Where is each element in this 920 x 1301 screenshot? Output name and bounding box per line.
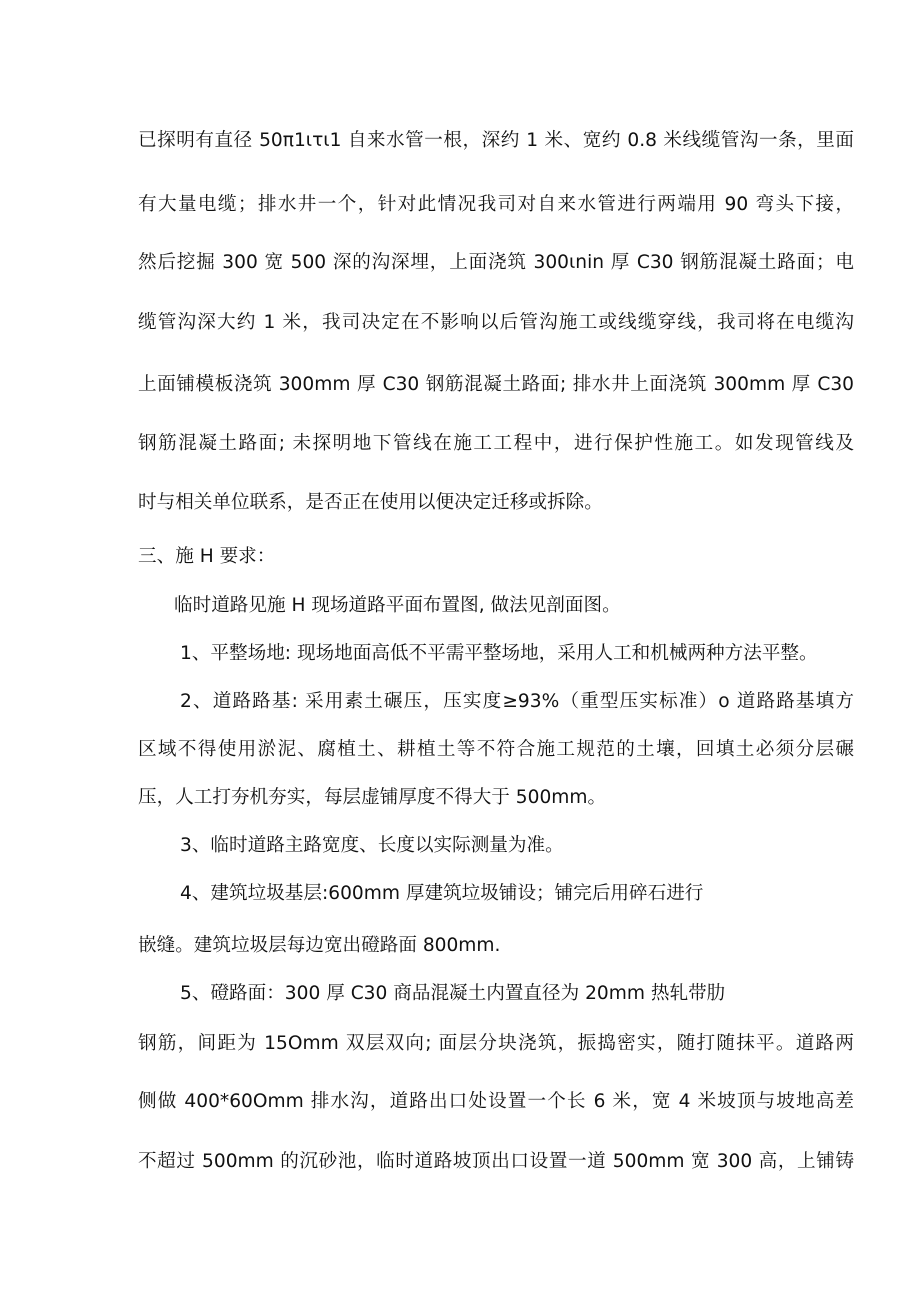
paragraph-line: 临时道路见施 H 现场道路平面布置图, 做法见剖面图。 [174,595,621,616]
list-item: 4、建筑垃圾基层:600mm 厚建筑垃圾铺设；铺完后用碎石进行 [180,883,704,904]
section-heading: 三、施 H 要求： [138,546,276,567]
paragraph-line: 压，人工打夯机夯实，每层虚铺厚度不得大于 500mm。 [138,787,607,808]
paragraph-line: 缆管沟深大约 1 米，我司决定在不影响以后管沟施工或线缆穿线，我司将在电缆沟 [138,312,854,333]
list-item: 5、磴路面：300 厚 C30 商品混凝土内置直径为 20mm 热轧带肋 [180,983,726,1004]
list-item: 1、平整场地: 现场地面高低不平需平整场地，采用人工和机械两种方法平整。 [180,643,818,664]
paragraph-line: 已探明有直径 50π1ιτι1 自来水管一根，深约 1 米、宽约 0.8 米线缆管沟一条，里面 [138,130,854,151]
paragraph-line: 区域不得使用淤泥、腐植土、耕植土等不符合施工规范的土壤，回填土必须分层碾 [138,739,854,760]
paragraph-line: 嵌缝。建筑垃圾层每边宽出磴路面 800mm. [138,935,501,956]
paragraph-line: 钢筋混凝土路面; 未探明地下管线在施工工程中，进行保护性施工。如发现管线及 [138,433,854,454]
paragraph-line: 然后挖掘 300 宽 500 深的沟深埋，上面浇筑 300ιnin 厚 C30 钢筋混凝土路面；电 [138,252,854,273]
list-item: 2、道路路基: 采用素土碾压，压实度≥93%（重型压实标准）o 道路路基填方 [180,691,854,712]
paragraph-line: 钢筋，间距为 15Omm 双层双向; 面层分块浇筑，振捣密实，随打随抹平。道路两 [138,1033,854,1054]
paragraph-line: 时与相关单位联系，是否正在使用以便决定迁移或拆除。 [138,492,603,513]
paragraph-line: 侧做 400*60Omm 排水沟，道路出口处设置一个长 6 米，宽 4 米坡顶与坡地高差 [138,1091,854,1112]
list-item: 3、临时道路主路宽度、长度以实际测量为准。 [180,835,564,856]
paragraph-line: 有大量电缆；排水井一个，针对此情况我司对自来水管进行两端用 90 弯头下接， [138,194,854,215]
paragraph-line: 上面铺模板浇筑 300mm 厚 C30 钢筋混凝土路面; 排水井上面浇筑 300mm 厚 C30 [138,374,854,395]
paragraph-line: 不超过 500mm 的沉砂池，临时道路坡顶出口设置一道 500mm 宽 300 高，上铺铸 [138,1151,854,1172]
